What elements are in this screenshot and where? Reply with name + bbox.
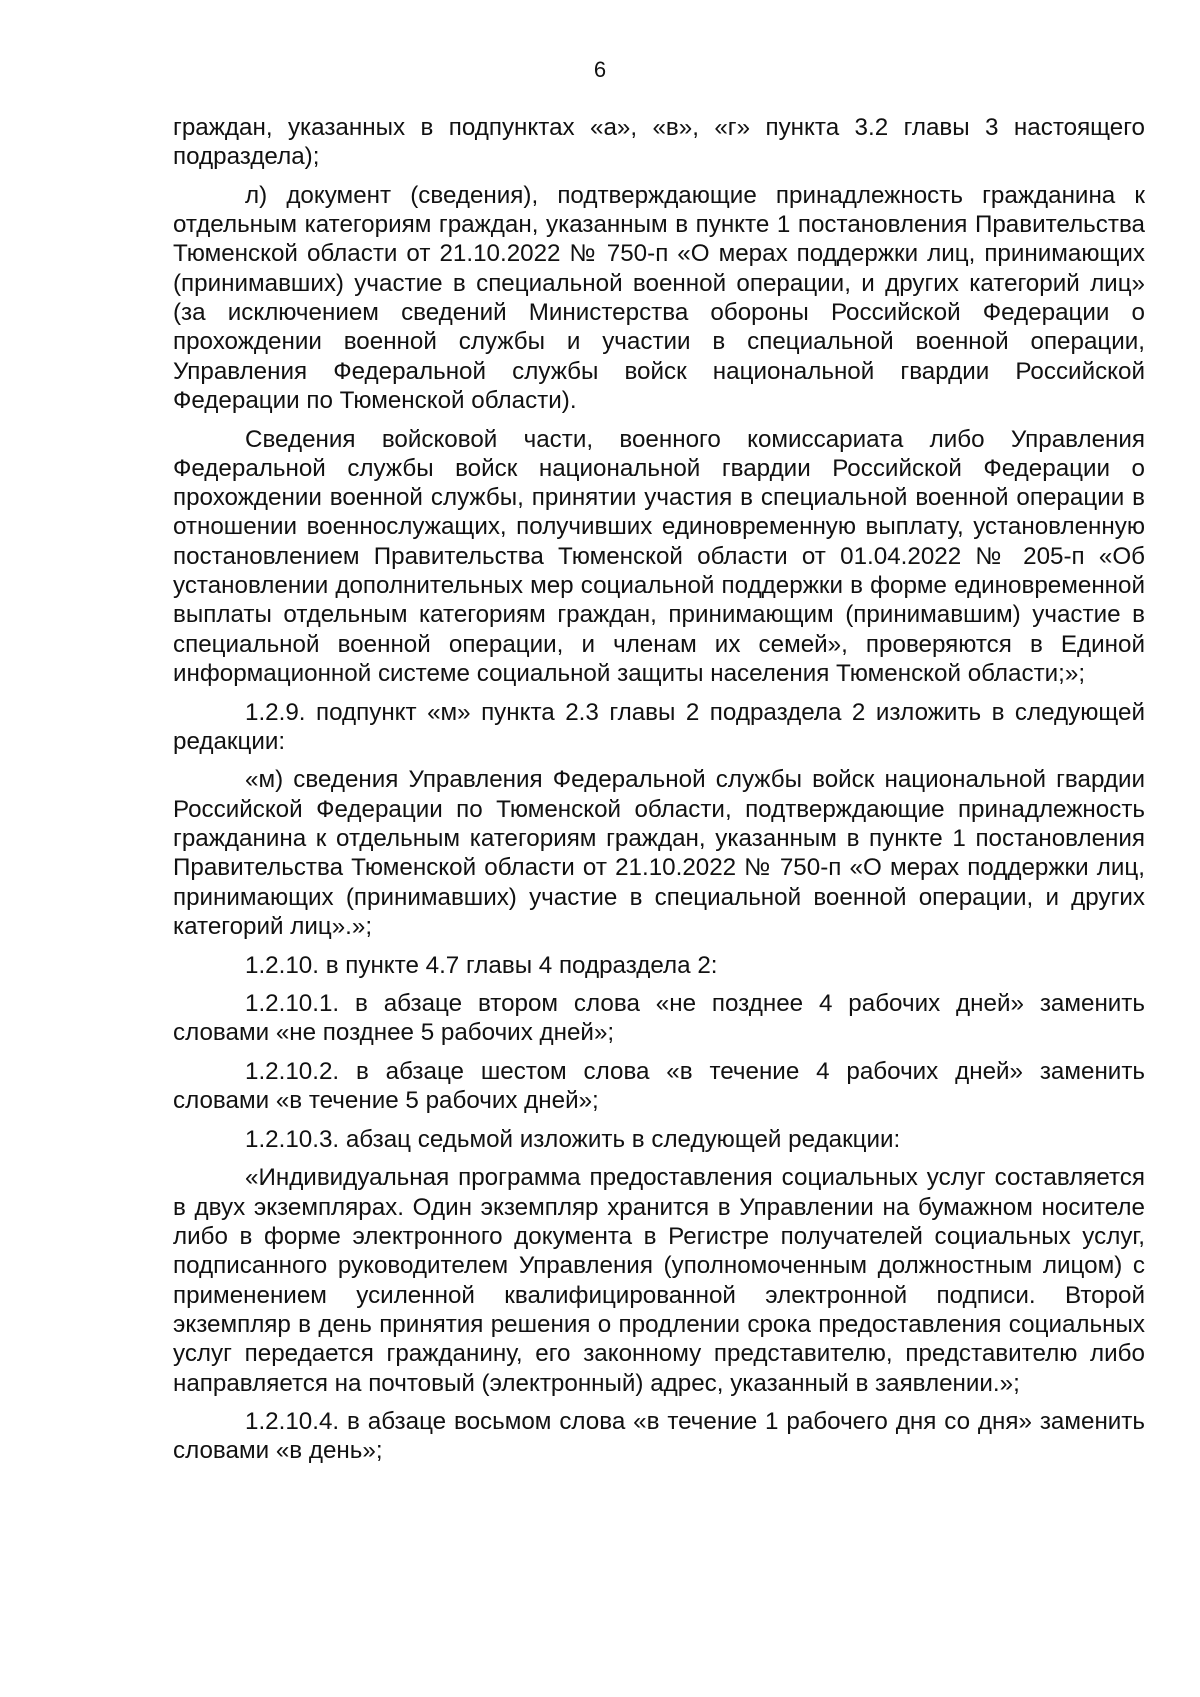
paragraph-1-2-10-2: 1.2.10.2. в абзаце шестом слова «в течение 4 рабочих дней» заменить словами «в течение 5 рабочих дней»; (173, 1057, 1145, 1115)
paragraph-1-2-10-1: 1.2.10.1. в абзаце втором слова «не позднее 4 рабочих дней» заменить словами «не позднее 5 рабочих дней»; (173, 990, 1145, 1047)
paragraph-1-2-10-3: 1.2.10.3. абзац седьмой изложить в следующей редакции: (245, 1125, 901, 1153)
paragraph-item-l: л) документ (сведения), подтверждающие принадлежность гражданина к отдельным категориям граждан, указанным в пункте 1 постановления Правительства Тюменской области от 21.10.2022 № 750-п «О мерах поддержки лиц, принимающих (принимавших) участие в специальной военной операции, и других категорий лиц» (за исключением сведений Министерства обороны Российской Федерации о прохождении военной службы и участии в специальной военной операции, Управления Федеральной службы войск национальной гвардии Российской Федерации по Тюменской области). (173, 181, 1145, 414)
document-body (173, 113, 1145, 1475)
paragraph-continuation: граждан, указанных в подпунктах «а», «в», «г» пункта 3.2 главы 3 настоящего подраздела); (173, 114, 1145, 171)
page-number: 6 (593, 57, 607, 82)
paragraph-1-2-10-4: 1.2.10.4. в абзаце восьмом слова «в течение 1 рабочего дня со дня» заменить словами «в день»; (173, 1408, 1145, 1465)
paragraph-1-2-10: 1.2.10. в пункте 4.7 главы 4 подраздела 2: (245, 951, 718, 979)
paragraph-1-2-9: 1.2.9. подпункт «м» пункта 2.3 главы 2 подраздела 2 изложить в следующей редакции: (173, 698, 1145, 755)
paragraph-individual-program: «Индивидуальная программа предоставления социальных услуг составляется в двух экземплярах. Один экземпляр хранится в Управлении на бумажном носителе либо в форме электронного документа в Регистре получателей социальных услуг, подписанного руководителем Управления (уполномоченным должностным лицом) с применением усиленной квалифицированной электронной подписи. Второй экземпляр в день принятия решения о продлении срока предоставления социальных услуг передается гражданину, его законному представителю, представителю либо направляется на почтовый (электронный) адрес, указанный в заявлении.»; (173, 1164, 1145, 1397)
paragraph-item-m: «м) сведения Управления Федеральной службы войск национальной гвардии Российской Федерации по Тюменской области, подтверждающие принадлежность гражданина к отдельным категориям граждан, указанным в пункте 1 постановления Правительства Тюменской области от 21.10.2022 № 750-п «О мерах поддержки лиц, принимающих (принимавших) участие в специальной военной операции, и других категорий лиц».»; (173, 766, 1145, 940)
paragraph-military-info: Сведения войсковой части, военного комиссариата либо Управления Федеральной службы войск национальной гвардии Российской Федерации о прохождении военной службы, принятии участия в специальной военной операции в отношении военнослужащих, получивших единовременную выплату, установленную постановлением Правительства Тюменской области от 01.04.2022 № 205-п «Об установлении дополнительных мер социальной поддержки в форме единовременной выплаты отдельным категориям граждан, принимающим (принимавшим) участие в специальной военной операции, и членам их семей», проверяются в Единой информационной системе социальной защиты населения Тюменской области;»; (173, 425, 1145, 687)
